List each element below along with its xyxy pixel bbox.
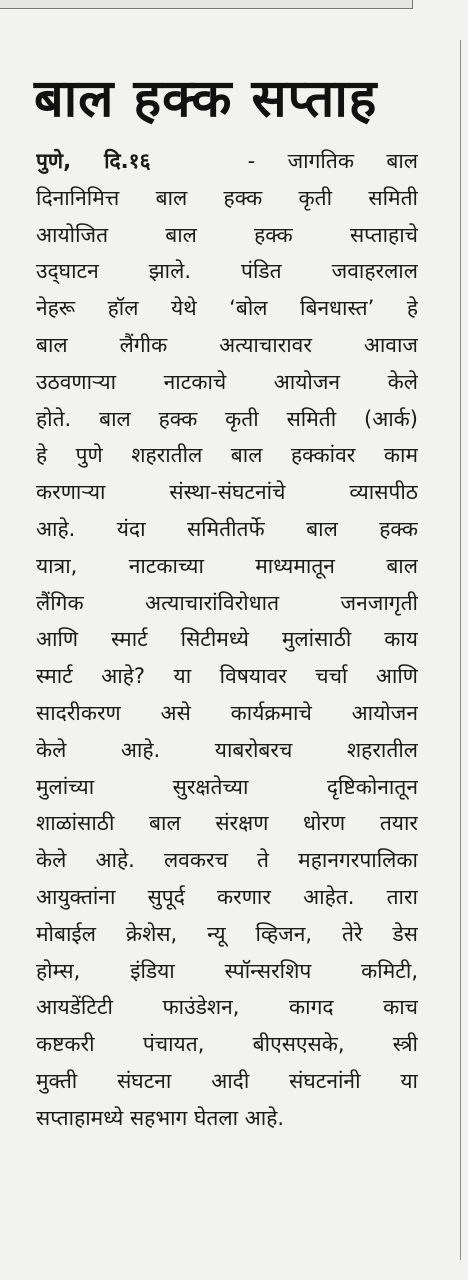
article-line <box>36 143 418 180</box>
article-line: आहे. यंदा समितीतर्फे बाल हक्क <box>36 516 418 541</box>
article-line: यात्रा, नाटकाच्या माध्यमातून बाल <box>36 553 418 578</box>
article-line: केले आहे. लवकरच ते महानगरपालिका <box>36 848 418 873</box>
article-line: हे पुणे शहरातील बाल हक्कांवर काम <box>36 443 418 468</box>
article-line: मोबाईल क्रेशेस, न्यू व्हिजन, तेरे डेस <box>36 921 418 946</box>
article-line: आयोजित बाल हक्क सप्ताहाचे <box>36 222 418 247</box>
article-line: नेहरू हॉल येथे ‘बोल बिनधास्त’ हे <box>36 296 418 321</box>
dateline: पुणे, दि.१६ <box>36 149 151 173</box>
article-line: सादरीकरण असे कार्यक्रमाचे आयोजन <box>36 700 418 725</box>
article-line: उठवणाऱ्या नाटकाचे आयोजन केले <box>36 369 418 394</box>
previous-article-box <box>0 0 413 9</box>
article-line: आयुक्तांना सुपूर्द करणार आहेत. तारा <box>36 884 418 909</box>
article-line: सप्ताहामध्ये सहभाग घेतला आहे. <box>36 1105 285 1130</box>
article-line: आयडेंटिटी फाउंडेशन, कागद काच <box>36 995 418 1020</box>
article-line-text: - जागतिक बाल <box>247 149 418 173</box>
article-line: स्मार्ट आहे? या विषयावर चर्चा आणि <box>36 664 418 689</box>
article-line: करणाऱ्या संस्था-संघटनांचे व्यासपीठ <box>36 480 418 505</box>
article-line: मुक्ती संघटना आदी संघटनांनी या <box>36 1068 418 1093</box>
article-line: उद्‌घाटन झाले. पंडित जवाहरलाल <box>36 259 418 284</box>
article-body <box>36 143 418 1137</box>
article-line: कष्टकरी पंचायत, बीएसएसके, स्त्री <box>36 1032 418 1057</box>
article-line: लैंगिक अत्याचारांविरोधात जनजागृती <box>36 590 418 615</box>
article-line: केले आहे. याबरोबरच शहरातील <box>36 737 418 762</box>
article-line: शाळांसाठी बाल संरक्षण धोरण तयार <box>36 811 418 836</box>
article-line: होम्स, इंडिया स्पॉन्सरशिप कमिटी, <box>36 958 418 983</box>
article-line: मुलांच्या सुरक्षतेच्या दृष्टिकोनातून <box>36 774 418 799</box>
column-divider <box>460 40 461 1260</box>
article-line: बाल लैंगीक अत्याचारावर आवाज <box>36 332 418 357</box>
article-line: होते. बाल हक्क कृती समिती (आर्क) <box>36 406 418 431</box>
article-line: आणि स्मार्ट सिटीमध्ये मुलांसाठी काय <box>36 627 418 652</box>
article-line: दिनानिमित्त बाल हक्क कृती समिती <box>36 185 418 210</box>
headline: बाल हक्क सप्ताह <box>34 69 378 129</box>
